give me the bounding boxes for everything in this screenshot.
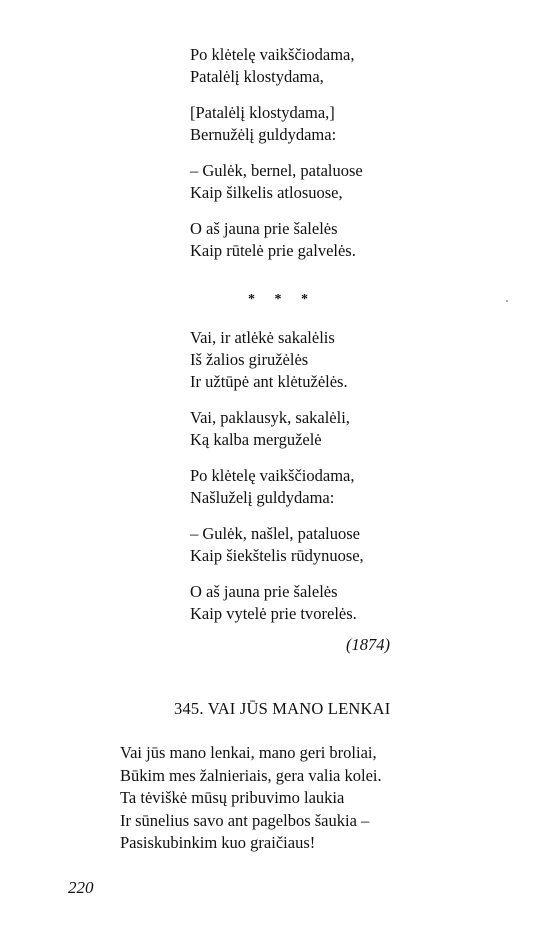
page-number: 220 (68, 878, 94, 897)
verse-line: Vai, ir atlėkė sakalėlis (190, 328, 335, 347)
verse-line: [Patalėlį klostydama,] (190, 103, 335, 122)
verse-line: – Gulėk, našlel, pataluose (190, 524, 360, 543)
song-title: 345. VAI JŪS MANO LENKAI (174, 699, 391, 718)
verse-line: Kaip vytelė prie tvorelės. (190, 604, 357, 623)
verse-line: Našluželį guldydama: (190, 488, 335, 507)
verse-line: Ir užtūpė ant klėtužėlės. (190, 372, 348, 391)
stanza (190, 102, 490, 146)
verse-line: Po klėtelę vaikščiodama, (190, 466, 355, 485)
stanza (190, 581, 490, 625)
verse-line: Ką kalba merguželė (190, 430, 322, 449)
verse-line: Kaip rūtelė prie galvelės. (190, 241, 356, 260)
stanza (190, 327, 490, 393)
verse-line: Pasiskubinkim kuo graičiaus! (120, 833, 316, 852)
poem-continuation (190, 44, 490, 276)
poem-year: (1874) (346, 635, 390, 654)
verse-line: Bernužėlį guldydama: (190, 125, 337, 144)
verse-line: – Gulėk, bernel, pataluose (190, 161, 363, 180)
stanza (190, 218, 490, 262)
stanza (190, 407, 490, 451)
stanza (190, 523, 490, 567)
verse-line: Vai, paklausyk, sakalėli, (190, 408, 350, 427)
verse-line: O aš jauna prie šalelės (190, 219, 338, 238)
verse-line: Ta tėviškė mūsų pribuvimo laukia (120, 788, 345, 807)
verse-line: Būkim mes žalnieriais, gera valia kolei. (120, 765, 382, 785)
verse-line: Vai jūs mano lenkai, mano geri broliai, (120, 743, 377, 762)
poem-variant (190, 327, 490, 639)
stanza (190, 160, 490, 204)
verse-line: Iš žalios giružėlės (190, 350, 309, 369)
stanza (190, 465, 490, 509)
section-separator: * * * (248, 292, 316, 307)
verse-line: Patalėlį klostydama, (190, 67, 324, 86)
song-text (120, 742, 520, 855)
scan-speck (506, 300, 508, 302)
verse-line: Po klėtelę vaikščiodama, (190, 45, 355, 64)
stanza (190, 44, 490, 88)
verse-line: Kaip šiekštelis rūdynuose, (190, 546, 364, 565)
verse-line: Ir sūnelius savo ant pagelbos šaukia – (120, 810, 370, 830)
verse-line: Kaip šilkelis atlosuose, (190, 183, 343, 202)
verse-line: O aš jauna prie šalelės (190, 582, 338, 601)
